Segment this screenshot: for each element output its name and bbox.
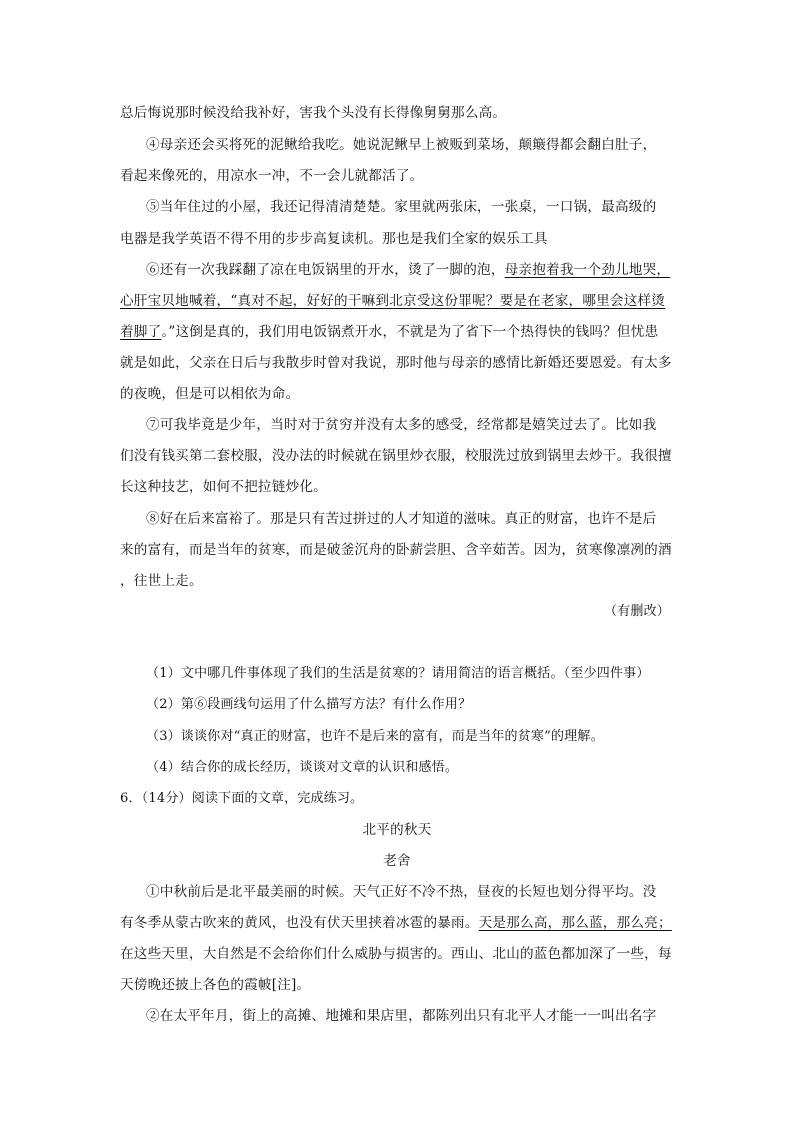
text-line: 电器是我学英语不得不用的步步高复读机。那也是我们全家的娱乐工具 bbox=[120, 231, 548, 247]
underlined-sentence: 着脚了 bbox=[120, 324, 162, 340]
text-line: ②在太平年月，街上的高摊、地摊和果店里，都陈列出只有北平人才能一一叫出名字 bbox=[146, 1008, 657, 1024]
text-line: 天傍晚还披上各色的霞帔[注]。 bbox=[120, 977, 311, 993]
text-line: ④母亲还会买将死的泥鳅给我吃。她说泥鳅早上被贩到菜场，颠簸得都会翻白肚子， bbox=[146, 137, 657, 153]
text-line: ⑤当年住过的小屋，我还记得清清楚楚。家里就两张床，一张桌，一口锅，最高级的 bbox=[146, 199, 657, 215]
article-title: 北平的秋天 bbox=[362, 822, 432, 838]
paragraph-line bbox=[120, 913, 672, 933]
text-line: ，往世上走。 bbox=[120, 573, 203, 589]
underlined-sentence: 天是那么高，那么蓝，那么亮； bbox=[478, 915, 672, 931]
question-item: （4）结合你的成长经历，谈谈对文章的认识和感悟。 bbox=[146, 760, 459, 775]
underlined-sentence: 母亲抱着我一个劲儿地哭， bbox=[504, 262, 671, 278]
text-line: ①中秋前后是北平最美丽的时候。天气正好不冷不热，昼夜的长短也划分得平均。没 bbox=[146, 884, 657, 900]
text-line: ⑧好在后来富裕了。那是只有苦过拼过的人才知道的滋味。真正的财富，也许不是后 bbox=[146, 511, 657, 527]
text-line: 们没有钱买第二套校服，没办法的时候就在锅里炒衣服，校服洗过放到锅里去炒干。我很擅 bbox=[120, 448, 672, 464]
plain-text: 。”这倒是真的，我们用电饭锅煮开水，不就是为了省下一个热得快的钱吗？但忧患 bbox=[161, 324, 659, 340]
plain-text: ⑥还有一次我踩翻了凉在电饭锅里的开水，烫了一脚的泡， bbox=[146, 262, 505, 278]
revision-note: （有删改） bbox=[603, 604, 670, 619]
question-item: （2）第⑥段画线句运用了什么描写方法？有什么作用？ bbox=[146, 697, 472, 712]
underlined-sentence: 心肝宝贝地喊着，“真对不起，好好的干嘛到北京受这份罪呢？要是在老家，哪里会这样烫 bbox=[120, 293, 666, 309]
text-line: 来的富有，而是当年的贫寒，而是破釜沉舟的卧薪尝胆、含辛茹苦。因为，贫寒像凛冽的酒 bbox=[120, 542, 672, 558]
question-item: （3）谈谈你对“真正的财富，也许不是后来的富有，而是当年的贫寒”的理解。 bbox=[146, 729, 604, 744]
question-heading: 6．（14分）阅读下面的文章，完成练习。 bbox=[120, 791, 364, 806]
question-item: （1）文中哪几件事体现了我们的生活是贫寒的？请用简洁的语言概括。（至少四件事） bbox=[146, 666, 650, 681]
text-line: 总后悔说那时候没给我补好，害我个头没有长得像舅舅那么高。 bbox=[120, 105, 507, 121]
paragraph-6-line bbox=[120, 322, 658, 342]
article-author: 老舍 bbox=[383, 853, 411, 869]
plain-text: 有冬季从蒙古吹来的黄风，也没有伏天里挟着冰雹的暴雨。 bbox=[120, 915, 479, 931]
text-line: 的夜晚，但是可以相依为命。 bbox=[120, 386, 300, 402]
text-line: 在这些天里，大自然是不会给你们什么威胁与损害的。西山、北山的蓝色都加深了一些，每 bbox=[120, 946, 672, 962]
text-line: 就是如此，父亲在日后与我散步时曾对我说，那时他与母亲的感情比新婚还要恩爱。有太多 bbox=[120, 355, 672, 371]
text-line: ⑦可我毕竟是少年，当时对于贫穷并没有太多的感受，经常都是嬉笑过去了。比如我 bbox=[146, 417, 657, 433]
text-line: 看起来像死的，用凉水一冲，不一会儿就都活了。 bbox=[120, 168, 424, 184]
paragraph-6-line bbox=[146, 260, 670, 280]
text-line: 长这种技艺，如何不把拉链炒化。 bbox=[120, 479, 327, 495]
paragraph-6-line bbox=[120, 291, 665, 311]
